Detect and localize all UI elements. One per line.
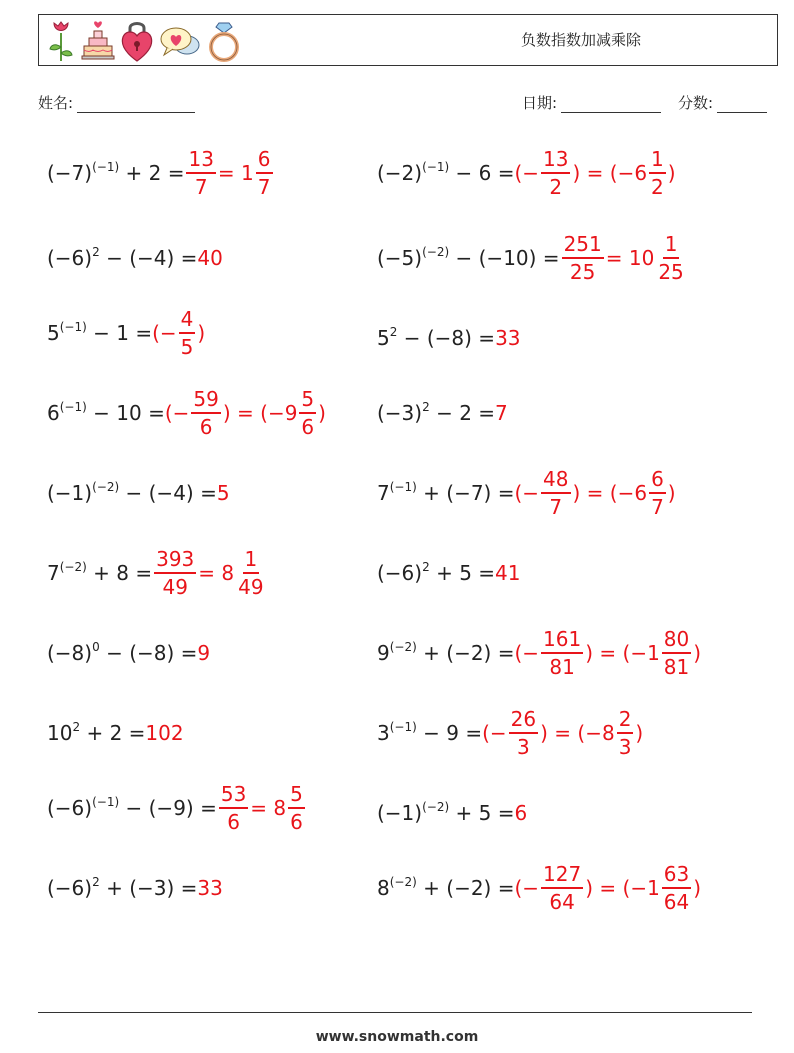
name-field [38,92,195,113]
fraction [186,146,215,200]
expr-text: (− [514,161,540,185]
numerator: 53 [219,781,248,809]
exponent: (−2) [389,875,417,889]
problem-answer [514,861,701,915]
exponent: (−1) [389,720,417,734]
expr-text: − 1 = [86,321,153,345]
exponent: (−1) [59,320,87,334]
name-blank[interactable] [77,96,195,113]
fraction [236,546,265,600]
date-label: 日期: [522,94,558,112]
denominator: 7 [257,175,271,199]
denominator: 64 [663,890,690,914]
problem-expression [47,321,152,345]
problem-p19 [47,853,223,923]
denominator: 7 [194,175,208,199]
expr-text: (−1) [47,481,93,505]
exponent: (−2) [389,640,417,654]
denominator: 7 [549,495,563,519]
expr-text: ) [667,161,676,185]
problem-p20 [377,853,701,923]
expr-text: (− [514,481,540,505]
problem-p10 [377,458,676,528]
footer-divider [38,1012,752,1013]
expr-text: 41 [495,561,521,585]
numerator: 48 [541,466,570,494]
expr-text: − 9 = [416,721,483,745]
exponent: (−1) [389,480,417,494]
expr-text: (− [152,321,177,345]
numerator: 6 [649,466,666,494]
denominator: 3 [517,735,530,759]
score-blank[interactable] [717,96,767,113]
exponent: (−1) [422,160,450,174]
fraction [662,626,691,680]
expr-text: (−6) [377,561,423,585]
problem-p14 [377,618,701,688]
expr-text: 6 [47,401,60,425]
score-field [678,92,767,113]
numerator: 1 [649,146,666,174]
numerator: 6 [256,146,273,174]
problem-expression [377,876,514,900]
problem-expression [47,481,217,505]
numerator: 5 [288,781,305,809]
problem-p4 [377,223,688,293]
fraction [649,466,666,520]
problem-answer [197,246,222,270]
footer-url: www.snowmath.com [315,1029,479,1045]
fraction [656,231,685,285]
problem-answer [152,306,205,360]
expr-text: + (−2) = [416,876,515,900]
problem-answer [145,721,183,745]
expr-text: 5 [47,321,60,345]
problem-answer [184,146,274,200]
numerator: 13 [541,146,570,174]
fraction [541,626,583,680]
expr-text: 6 [514,801,528,825]
problem-p9 [47,458,230,528]
problem-p1 [47,138,275,208]
numerator: 161 [541,626,583,654]
expr-text: − (−10) = [449,246,560,270]
expr-text: + (−3) = [99,876,198,900]
exponent: 2 [92,875,100,889]
numerator: 127 [541,861,583,889]
expr-text: ) = (−6 [572,161,648,185]
problem-p7 [47,378,326,448]
fraction [662,861,691,915]
problem-answer [514,626,701,680]
denominator: 81 [549,655,575,679]
expr-text: − (−4) = [119,481,217,505]
date-blank[interactable] [561,96,661,113]
fraction [617,706,634,760]
problem-answer [197,641,210,665]
expr-text: + 5 = [429,561,496,585]
numerator: 26 [509,706,538,734]
numerator: 1 [243,546,260,574]
problem-expression [47,796,217,820]
expr-text: − (−9) = [119,796,217,820]
numerator: 80 [662,626,691,654]
problem-expression [47,561,152,585]
fraction [509,706,538,760]
denominator: 6 [301,415,315,439]
exponent: (−2) [92,480,120,494]
expr-text: ) [635,721,644,745]
expr-text: 40 [197,246,223,270]
expr-text: 5 [216,481,230,505]
chat-heart-icon [159,19,201,63]
exponent: 2 [389,325,398,339]
expr-text: 102 [145,721,184,745]
expr-text: − (−8) = [99,641,198,665]
expr-text: = 8 [198,561,235,585]
expr-text: ) = (−6 [572,481,648,505]
exponent: (−2) [59,560,87,574]
ring-icon [207,19,241,63]
expr-text: − 6 = [449,161,515,185]
expr-text: ) [197,321,206,345]
fraction [299,386,316,440]
fraction [154,546,196,600]
problem-expression [47,401,165,425]
expr-text: 9 [197,641,211,665]
problem-p17 [47,773,307,843]
problem-p11 [47,538,268,608]
exponent: 2 [422,400,430,414]
expr-text: 7 [377,481,390,505]
problem-answer [495,401,508,425]
problem-answer [197,876,222,900]
expr-text: (−5) [377,246,423,270]
expr-text: − 10 = [86,401,165,425]
expr-text: − (−4) = [99,246,198,270]
exponent: 2 [92,245,100,259]
worksheet-header [38,14,778,66]
expr-text: (− [482,721,507,745]
expr-text: = 8 [250,796,287,820]
fraction [179,306,196,360]
problem-answer [165,386,326,440]
exponent: (−1) [92,795,120,809]
problem-p12 [377,538,521,608]
header-icons [47,19,241,63]
expr-text: = 10 [605,246,655,270]
fraction [541,146,570,200]
expr-text: 3 [377,721,390,745]
expr-text: (− [514,641,540,665]
problem-p16 [377,698,643,768]
fraction [649,146,666,200]
expr-text: (−6) [47,246,93,270]
problem-p15 [47,698,184,768]
exponent: (−2) [422,245,450,259]
score-label: 分数: [678,94,714,112]
problem-expression [47,876,197,900]
expr-text: ) [318,401,326,425]
problem-p13 [47,618,210,688]
denominator: 6 [199,415,213,439]
problem-answer [217,481,230,505]
expr-text: (−1) [377,801,423,825]
denominator: 2 [549,175,563,199]
expr-text: 10 [47,721,73,745]
fraction [541,466,570,520]
exponent: (−1) [59,400,87,414]
numerator: 393 [154,546,196,574]
exponent: (−1) [92,160,120,174]
expr-text: ) [693,641,702,665]
expr-text: + (−2) = [416,641,515,665]
expr-text: (− [164,401,190,425]
exponent: (−2) [422,800,450,814]
denominator: 6 [290,810,303,834]
expr-text: ) = (−1 [585,876,660,900]
problem-answer [152,546,267,600]
expr-text: − (−8) = [397,326,496,350]
problem-answer [514,466,675,520]
expr-text: + (−7) = [416,481,515,505]
numerator: 4 [179,306,196,334]
problem-answer [514,146,675,200]
expr-text: 7 [495,401,508,425]
expr-text: (−7) [47,161,93,185]
cake-icon [81,19,115,63]
expr-text: (−6) [47,796,93,820]
fraction [562,231,604,285]
exponent: 2 [72,720,81,734]
denominator: 49 [238,575,264,599]
problem-expression [377,641,514,665]
problem-expression [47,721,145,745]
exponent: 2 [422,560,430,574]
problem-expression [47,161,184,185]
denominator: 81 [663,655,690,679]
exponent: 0 [92,640,100,654]
problem-answer [495,326,520,350]
heart-lock-icon [121,19,153,63]
expr-text: 8 [377,876,390,900]
expr-text: (− [514,876,540,900]
numerator: 59 [191,386,220,414]
fraction [288,781,305,835]
expr-text: (−3) [377,401,423,425]
expr-text: − 2 = [429,401,496,425]
problem-expression [377,801,514,825]
expr-text: + 8 = [86,561,153,585]
expr-text: (−6) [47,876,93,900]
fraction [256,146,273,200]
denominator: 5 [180,335,194,359]
expr-text: ) = (−1 [585,641,660,665]
expr-text: ) = (−9 [222,401,298,425]
expr-text: (−8) [47,641,93,665]
expr-text: 5 [377,326,390,350]
fraction [219,781,248,835]
expr-text: ) [667,481,676,505]
fraction [541,861,583,915]
numerator: 5 [299,386,316,414]
denominator: 25 [569,260,596,284]
expr-text: + 2 = [80,721,146,745]
expr-text: 9 [377,641,390,665]
problem-answer [217,781,307,835]
expr-text: + 5 = [449,801,515,825]
problem-expression [47,641,197,665]
problem-p6 [377,303,521,373]
problem-answer [482,706,643,760]
problem-expression [377,161,514,185]
numerator: 13 [186,146,215,174]
problem-expression [377,561,495,585]
problem-answer [560,231,688,285]
denominator: 2 [651,175,664,199]
problem-p8 [377,378,508,448]
expr-text: = 1 [217,161,254,185]
denominator: 25 [658,260,684,284]
problem-expression [377,721,482,745]
problem-answer [514,801,527,825]
denominator: 6 [227,810,240,834]
problem-p5 [47,298,205,368]
expr-text: + 2 = [119,161,185,185]
numerator: 1 [663,231,680,259]
denominator: 7 [651,495,664,519]
problem-expression [377,246,560,270]
expr-text: 7 [47,561,60,585]
problem-p2 [377,138,676,208]
problem-expression [377,481,514,505]
numerator: 2 [617,706,634,734]
denominator: 64 [549,890,575,914]
problem-expression [377,326,495,350]
numerator: 63 [662,861,691,889]
denominator: 3 [618,735,632,759]
rose-icon [47,19,75,63]
numerator: 251 [562,231,604,259]
date-field [522,92,661,113]
denominator: 49 [162,575,188,599]
expr-text: ) = (−8 [540,721,615,745]
expr-text: 33 [197,876,223,900]
problem-answer [495,561,520,585]
expr-text: ) [693,876,702,900]
fraction [191,386,220,440]
problem-expression [47,246,197,270]
problem-p3 [47,223,223,293]
problem-expression [377,401,495,425]
worksheet-title: 负数指数加减乘除 [521,31,642,49]
expr-text: 33 [495,326,521,350]
problem-p18 [377,778,527,848]
name-label: 姓名: [38,94,74,112]
expr-text: (−2) [377,161,423,185]
